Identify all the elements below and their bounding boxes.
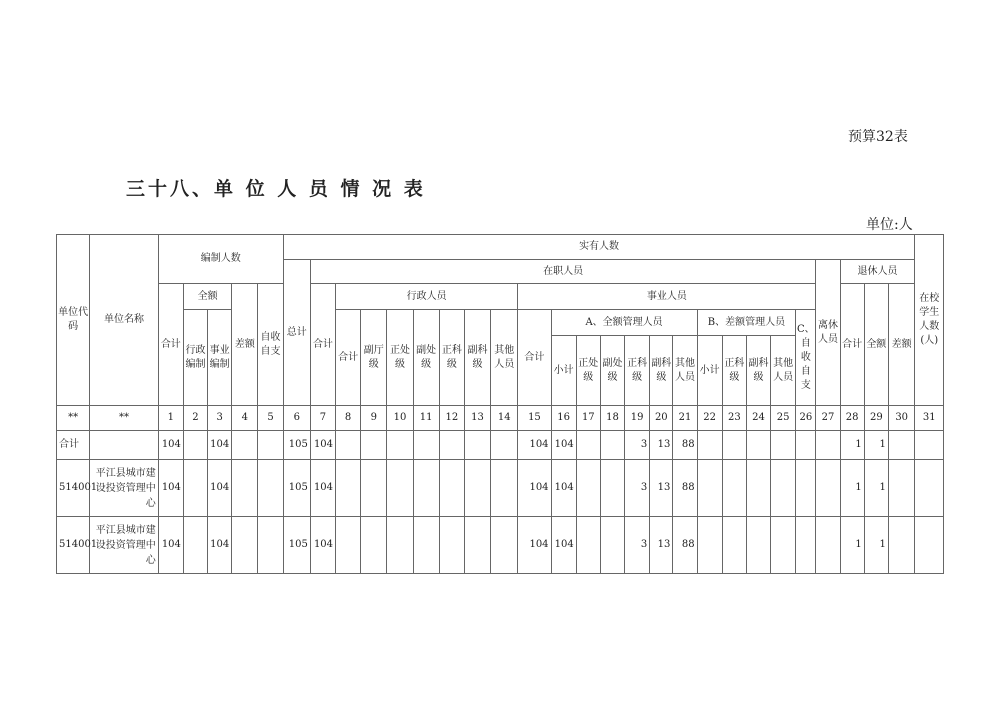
data-cell [600,431,624,460]
data-cell: 105 [283,431,310,460]
index-cell: 18 [600,406,624,431]
data-cell: 104 [310,460,335,517]
col-inst-quota: 事业编制 [208,310,232,406]
data-cell [600,460,624,517]
index-cell: 30 [888,406,915,431]
data-cell [232,517,258,574]
index-name: ** [90,406,159,431]
data-cell [816,431,840,460]
col-total: 总计 [283,260,310,406]
col-ret-full: 全额 [864,284,888,406]
data-cell: 13 [650,431,673,460]
data-cell: 105 [283,460,310,517]
data-cell: 1 [864,517,888,574]
data-cell [336,460,361,517]
table-row [57,431,944,460]
budget-table-number: 预算32表 [848,129,908,145]
col-b-diff-mgmt: B、差额管理人员 [697,310,796,336]
index-cell: 20 [650,406,673,431]
col-in-service: 在职人员 [310,260,816,284]
page-title: 三十八、单 位 人 员 情 况 表 [126,178,426,200]
data-cell [771,517,796,574]
data-cell [232,431,258,460]
row-name [90,431,159,460]
col-staff-sum: 合计 [158,284,183,406]
data-cell [888,460,915,517]
index-cell: 31 [915,406,944,431]
data-cell [361,460,387,517]
data-cell [439,517,464,574]
data-cell [746,517,770,574]
index-cell: 16 [551,406,576,431]
data-cell [491,431,518,460]
col-unit-code: 单位代码 [57,235,90,406]
data-cell [361,517,387,574]
data-cell [771,431,796,460]
data-cell: 88 [673,517,697,574]
data-cell: 104 [310,517,335,574]
col-ret-diff: 差额 [888,284,915,406]
col-a-vice-sec: 副科级 [650,336,673,406]
index-cell: 22 [697,406,722,431]
data-cell [464,460,490,517]
data-cell [491,460,518,517]
data-cell [746,431,770,460]
data-cell: 1 [864,460,888,517]
data-cell [600,517,624,574]
data-cell [232,460,258,517]
data-cell [888,431,915,460]
index-cell: 12 [439,406,464,431]
col-lixiu: 离休人员 [816,260,840,406]
data-cell [413,431,439,460]
col-inst-staff: 事业人员 [518,284,816,310]
data-cell [697,517,722,574]
data-cell [816,517,840,574]
index-cell: 23 [722,406,746,431]
data-cell [576,460,600,517]
data-cell [796,431,816,460]
data-cell [413,460,439,517]
unit-label: 单位:人 [866,217,913,233]
data-cell [183,431,207,460]
col-b-subtotal: 小计 [697,336,722,406]
col-admin-other: 其他人员 [491,310,518,406]
col-actual: 实有人数 [283,235,915,260]
col-retired: 退休人员 [840,260,915,284]
data-cell [796,460,816,517]
data-cell: 104 [158,460,183,517]
data-cell: 1 [864,431,888,460]
col-unit-name: 单位名称 [90,235,159,406]
col-admin-div: 正处级 [387,310,413,406]
data-cell [796,517,816,574]
data-cell [258,460,283,517]
row-name: 平江县城市建设投资管理中心 [90,460,159,517]
data-cell: 88 [673,460,697,517]
data-cell: 3 [625,460,650,517]
index-cell: 21 [673,406,697,431]
index-cell: 5 [258,406,283,431]
data-cell [915,431,944,460]
col-admin-quota: 行政编制 [183,310,207,406]
data-cell [439,431,464,460]
data-cell: 104 [551,460,576,517]
data-cell [413,517,439,574]
data-cell [183,460,207,517]
data-cell [697,431,722,460]
row-name: 平江县城市建设投资管理中心 [90,517,159,574]
index-cell: 7 [310,406,335,431]
index-cell: 6 [283,406,310,431]
index-cell: 25 [771,406,796,431]
data-cell [258,431,283,460]
index-row [57,406,944,431]
data-cell: 104 [208,460,232,517]
col-a-subtotal: 小计 [551,336,576,406]
col-a-full-mgmt: A、全额管理人员 [551,310,697,336]
data-cell: 104 [551,431,576,460]
data-cell [888,517,915,574]
col-a-other: 其他人员 [673,336,697,406]
data-cell: 104 [551,517,576,574]
data-cell [387,517,413,574]
data-cell: 88 [673,431,697,460]
data-cell: 104 [158,431,183,460]
data-cell [439,460,464,517]
data-cell [336,431,361,460]
data-cell [464,431,490,460]
data-cell [258,517,283,574]
data-cell: 3 [625,517,650,574]
table-row [57,517,944,574]
index-cell: 19 [625,406,650,431]
index-cell: 9 [361,406,387,431]
col-admin-sum: 合计 [336,310,361,406]
index-cell: 10 [387,406,413,431]
data-cell [722,517,746,574]
data-cell: 104 [208,431,232,460]
col-admin-staff: 行政人员 [336,284,518,310]
data-cell: 13 [650,517,673,574]
col-b-vice-sec: 副科级 [746,336,770,406]
index-cell: 8 [336,406,361,431]
data-cell: 104 [518,517,551,574]
col-admin-vice-sec: 副科级 [464,310,490,406]
col-students: 在校学生人数(人) [915,235,944,406]
data-cell [387,431,413,460]
col-full-quota: 全额 [183,284,231,310]
data-cell [915,517,944,574]
index-cell: 26 [796,406,816,431]
col-b-other: 其他人员 [771,336,796,406]
data-cell: 1 [840,460,864,517]
data-cell [361,431,387,460]
index-cell: 17 [576,406,600,431]
col-staffing: 编制人数 [158,235,283,284]
data-cell [722,431,746,460]
data-cell: 104 [208,517,232,574]
data-cell: 1 [840,431,864,460]
data-cell [915,460,944,517]
index-cell: 15 [518,406,551,431]
col-in-service-sum: 合计 [310,284,335,406]
col-admin-vice-div: 副处级 [413,310,439,406]
data-cell [746,460,770,517]
index-cell: 27 [816,406,840,431]
data-cell [722,460,746,517]
data-cell [576,431,600,460]
data-cell: 104 [310,431,335,460]
data-cell: 1 [840,517,864,574]
index-code: ** [57,406,90,431]
data-cell: 104 [158,517,183,574]
col-a-div: 正处级 [576,336,600,406]
data-cell [816,460,840,517]
index-cell: 1 [158,406,183,431]
data-cell [464,517,490,574]
index-cell: 11 [413,406,439,431]
col-c-self: C、自收自支 [796,310,816,406]
data-cell [183,517,207,574]
data-cell [491,517,518,574]
index-cell: 14 [491,406,518,431]
col-ret-sum: 合计 [840,284,864,406]
row-code: 514001 [57,460,90,517]
col-b-sec: 正科级 [722,336,746,406]
data-cell [771,460,796,517]
col-a-vice-div: 副处级 [600,336,624,406]
col-a-sec: 正科级 [625,336,650,406]
index-cell: 4 [232,406,258,431]
personnel-table [56,234,944,574]
col-inst-sum: 合计 [518,310,551,406]
table-row [57,460,944,517]
col-self-support: 自收自支 [258,284,283,406]
index-cell: 28 [840,406,864,431]
index-cell: 2 [183,406,207,431]
data-cell [336,517,361,574]
index-cell: 24 [746,406,770,431]
data-cell [387,460,413,517]
data-cell: 104 [518,431,551,460]
data-cell [576,517,600,574]
col-diff-quota: 差额 [232,284,258,406]
row-code: 514001 [57,517,90,574]
index-cell: 13 [464,406,490,431]
index-cell: 29 [864,406,888,431]
data-cell: 105 [283,517,310,574]
data-cell: 3 [625,431,650,460]
row-code: 合计 [57,431,90,460]
col-admin-vice-dept: 副厅级 [361,310,387,406]
data-cell [697,460,722,517]
col-admin-sec: 正科级 [439,310,464,406]
index-cell: 3 [208,406,232,431]
data-cell: 104 [518,460,551,517]
data-cell: 13 [650,460,673,517]
